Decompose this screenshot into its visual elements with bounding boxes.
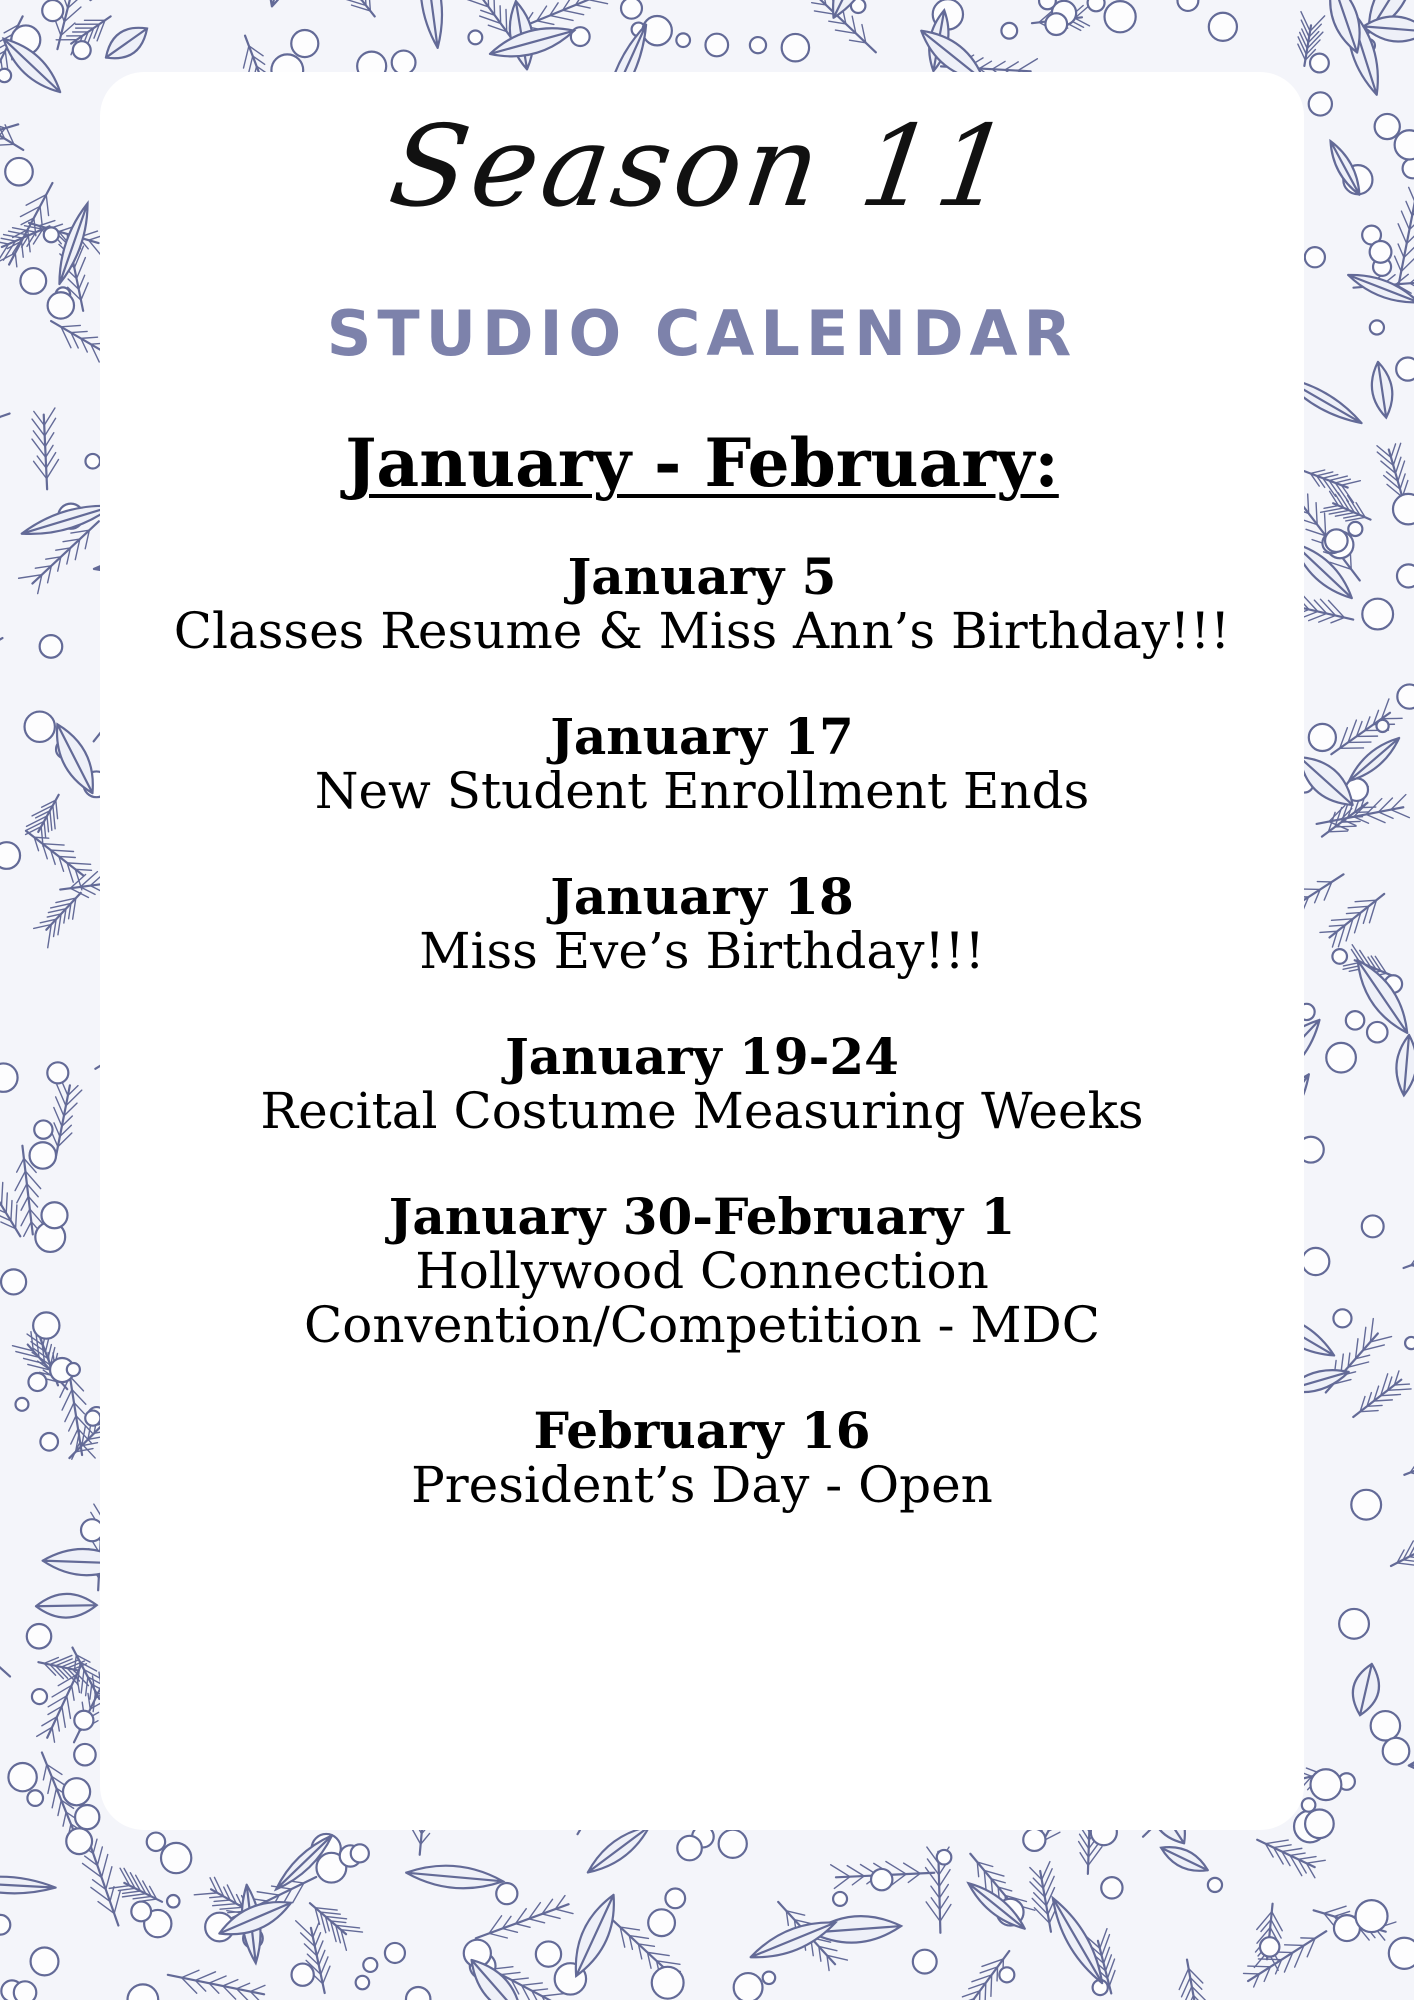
event-date: January 5 bbox=[567, 547, 837, 606]
event-item bbox=[100, 1401, 1304, 1514]
calendar-subtitle: STUDIO CALENDAR bbox=[326, 297, 1078, 370]
event-description: Hollywood Connection Convention/Competition - MDC bbox=[304, 1242, 1100, 1354]
event-description: New Student Enrollment Ends bbox=[314, 762, 1090, 820]
event-item bbox=[100, 1027, 1304, 1140]
event-description: Miss Eve’s Birthday!!! bbox=[419, 922, 985, 980]
section-heading: January - February: bbox=[345, 424, 1059, 502]
event-date: January 18 bbox=[550, 867, 854, 926]
calendar-card bbox=[100, 72, 1304, 1830]
event-item bbox=[100, 707, 1304, 820]
event-date: January 17 bbox=[550, 707, 854, 766]
event-date: January 19-24 bbox=[505, 1027, 899, 1086]
event-description: Recital Costume Measuring Weeks bbox=[260, 1082, 1144, 1140]
event-item bbox=[100, 867, 1304, 980]
event-date: February 16 bbox=[533, 1401, 871, 1460]
event-item bbox=[100, 1187, 1304, 1354]
event-description: President’s Day - Open bbox=[411, 1456, 993, 1514]
event-item bbox=[100, 547, 1304, 660]
event-date: January 30-February 1 bbox=[388, 1187, 1016, 1246]
season-title: Season 11 bbox=[382, 102, 1022, 232]
event-description: Classes Resume & Miss Ann’s Birthday!!! bbox=[173, 602, 1231, 660]
